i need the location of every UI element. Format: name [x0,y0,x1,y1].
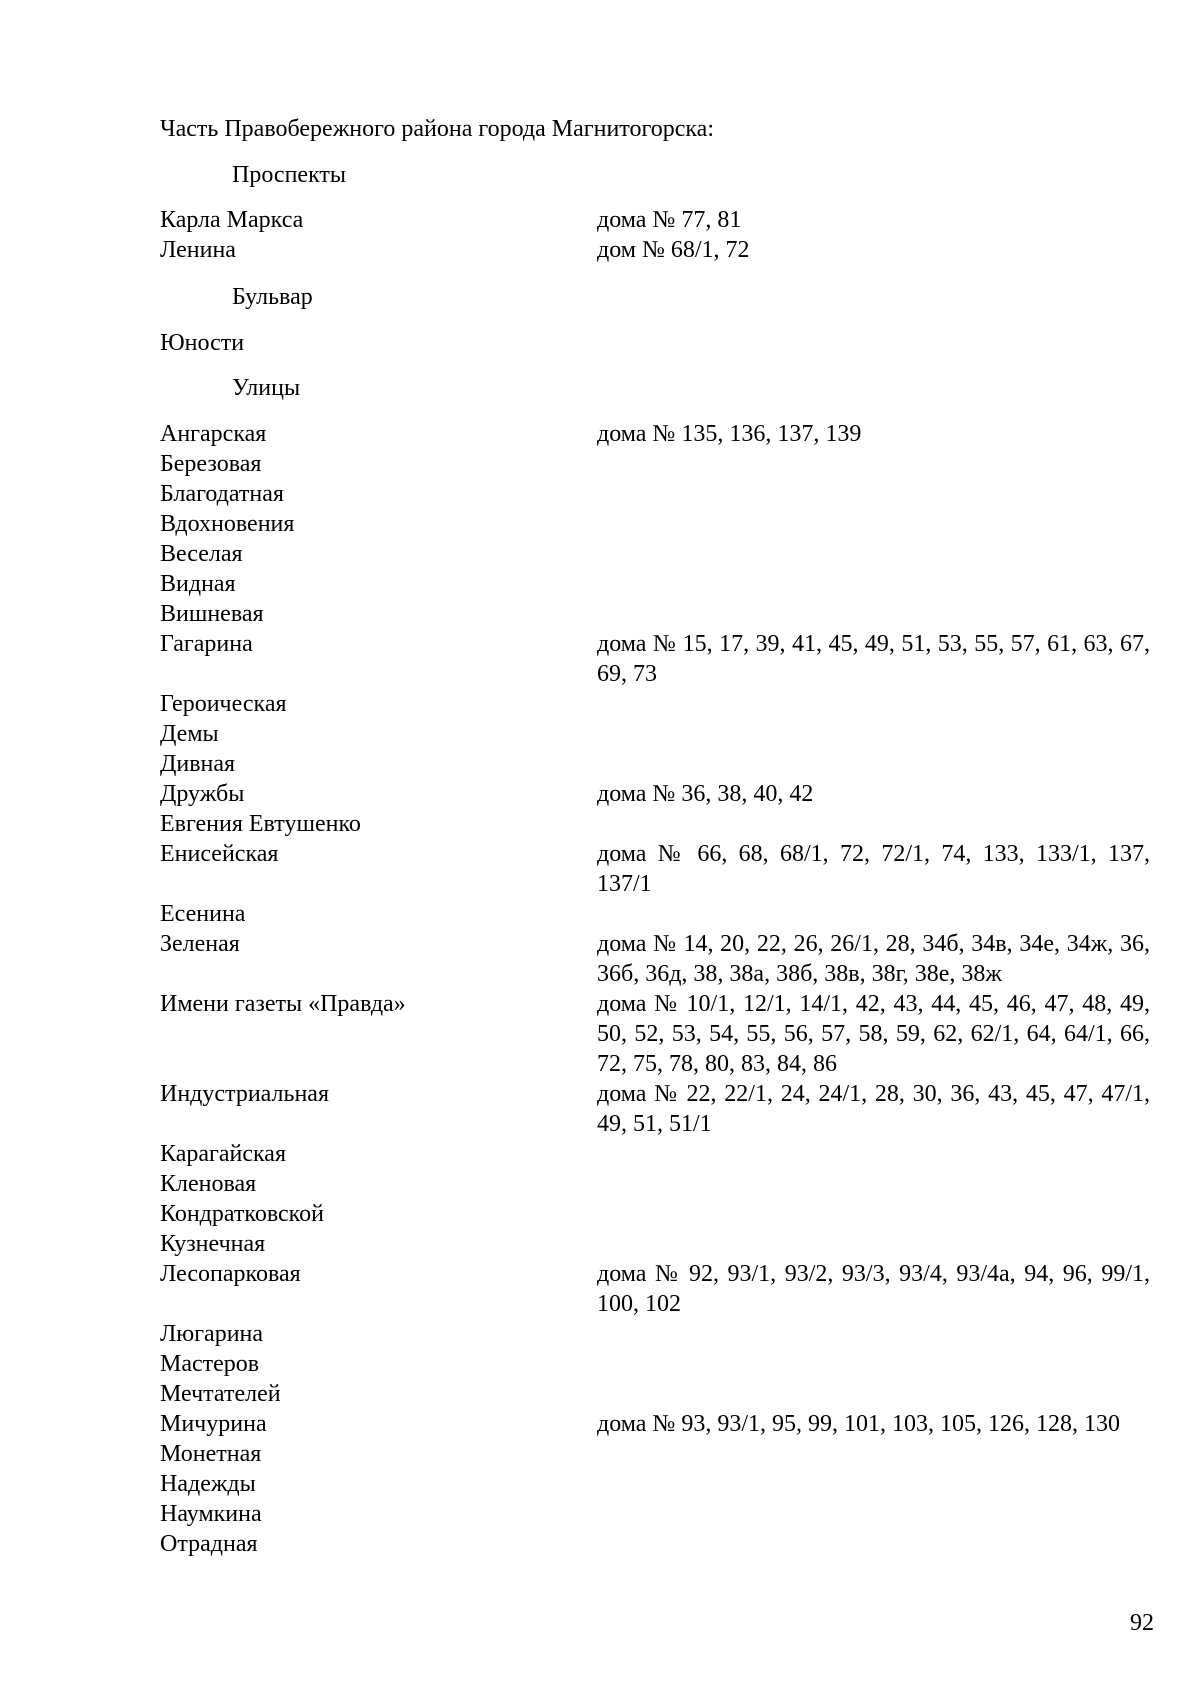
street-name: Видная [160,571,236,597]
house-numbers: дома № 15, 17, 39, 41, 45, 49, 51, 53, 55, 57, 61, 63, 67, 69, 73 [597,631,1150,687]
house-numbers: дома № 77, 81 [597,207,742,233]
list-item [160,1409,1150,1439]
house-numbers [597,1469,1150,1499]
house-numbers [597,809,1150,839]
house-numbers [597,689,1150,719]
street-name: Демы [160,721,219,747]
street-name: Вдохновения [160,511,295,537]
street-name: Мечтателей [160,1381,281,1407]
street-name: Дивная [160,751,236,777]
street-name: Зеленая [160,931,240,957]
street-name: Мичурина [160,1411,267,1437]
street-name: Енисейская [160,841,279,867]
list-item [160,779,1150,809]
house-numbers [597,1139,1150,1169]
list-item [160,719,1150,749]
list-item [160,839,1150,899]
house-numbers [597,1379,1150,1409]
house-numbers: дома № 14, 20, 22, 26, 26/1, 28, 34б, 34в, 34е, 34ж, 36, 36б, 36д, 38, 38а, 38б, 38в, 38г, 38е, 38ж [597,931,1150,987]
list-item [160,479,1150,509]
street-name: Евгения Евтушенко [160,811,361,837]
street-name: Наумкина [160,1501,262,1527]
street-name: Благодатная [160,481,284,507]
list-item [160,1469,1150,1499]
street-name: Веселая [160,541,243,567]
list-item [160,989,1150,1079]
house-numbers [597,1349,1150,1379]
list-item [160,569,1150,599]
street-name: Карагайская [160,1141,286,1167]
list-item [160,449,1150,479]
list-item [160,1229,1150,1259]
house-numbers: дома № 36, 38, 40, 42 [597,781,814,807]
list-item [160,419,1150,449]
section-title-boulevard: Бульвар [232,284,313,310]
list-item [160,599,1150,629]
house-numbers [597,1199,1150,1229]
house-numbers [597,539,1150,569]
house-numbers: дома № 66, 68, 68/1, 72, 72/1, 74, 133, 133/1, 137, 137/1 [597,841,1150,897]
street-name: Есенина [160,901,246,927]
street-name: Монетная [160,1441,262,1467]
house-numbers: дома № 92, 93/1, 93/2, 93/3, 93/4, 93/4а, 94, 96, 99/1, 100, 102 [597,1261,1150,1317]
house-numbers: дома № 10/1, 12/1, 14/1, 42, 43, 44, 45, 46, 47, 48, 49, 50, 52, 53, 54, 55, 56, 57, 58, 59, 62, 62/1, 64, 64/1, 66, 72, 75, 78, 80, 83, 84, 86 [597,991,1150,1077]
house-numbers [597,1319,1150,1349]
street-name: Гагарина [160,631,253,657]
house-numbers [597,1499,1150,1529]
street-name: Вишневая [160,601,264,627]
street-name: Ленина [160,237,236,263]
street-name: Лесопарковая [160,1261,301,1287]
list-item [160,929,1150,989]
house-numbers [597,719,1150,749]
list-item [160,689,1150,719]
list-item [160,1319,1150,1349]
street-name: Кондратковской [160,1201,324,1227]
street-name: Люгарина [160,1321,264,1347]
house-numbers [597,599,1150,629]
house-numbers: дом № 68/1, 72 [597,237,750,263]
list-item [160,1349,1150,1379]
street-name: Карла Маркса [160,207,304,233]
street-name: Мастеров [160,1351,260,1377]
list-item [160,1079,1150,1139]
street-name: Героическая [160,691,287,717]
house-numbers [597,1169,1150,1199]
street-name: Дружбы [160,781,245,807]
list-item [160,809,1150,839]
street-name: Кузнечная [160,1231,266,1257]
street-name: Кленовая [160,1171,257,1197]
house-numbers [597,1229,1150,1259]
house-numbers [597,509,1150,539]
street-name: Индустриальная [160,1081,329,1107]
street-name: Березовая [160,451,262,477]
house-numbers: дома № 93, 93/1, 95, 99, 101, 103, 105, 126, 128, 130 [597,1411,1120,1437]
list-item [160,205,1150,235]
list-item [160,539,1150,569]
boulevard-item: Юности [160,330,245,356]
list-item [160,1139,1150,1169]
street-name: Отрадная [160,1531,258,1557]
section-title-streets: Улицы [232,375,301,401]
streets-list [160,419,1150,1559]
house-numbers: дома № 135, 136, 137, 139 [597,421,862,447]
list-item [160,749,1150,779]
list-item [160,629,1150,689]
house-numbers: дома № 22, 22/1, 24, 24/1, 28, 30, 36, 43, 45, 47, 47/1, 49, 51, 51/1 [597,1081,1150,1137]
list-item [160,1199,1150,1229]
list-item [160,235,1150,265]
page-heading: Часть Правобережного района города Магнитогорска: [160,116,714,142]
list-item [160,1439,1150,1469]
house-numbers [597,1439,1150,1469]
house-numbers [597,569,1150,599]
street-name: Ангарская [160,421,267,447]
prospects-list [160,205,1150,265]
list-item [160,509,1150,539]
house-numbers [597,1529,1150,1559]
street-name: Надежды [160,1471,256,1497]
list-item [160,1169,1150,1199]
house-numbers [597,479,1150,509]
house-numbers [597,749,1150,779]
house-numbers [597,449,1150,479]
list-item [160,1529,1150,1559]
page-number: 92 [1130,1610,1154,1636]
list-item [160,1499,1150,1529]
list-item [160,899,1150,929]
house-numbers [597,899,1150,929]
list-item [160,1379,1150,1409]
list-item [160,1259,1150,1319]
street-name: Имени газеты «Правда» [160,991,406,1017]
section-title-prospects: Проспекты [232,162,347,188]
